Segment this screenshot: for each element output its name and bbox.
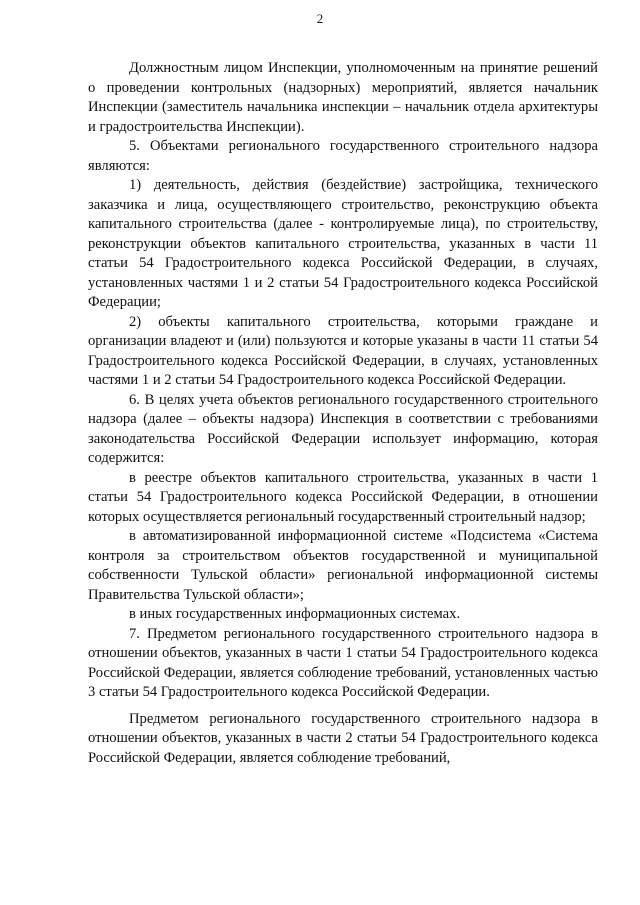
paragraph-registry: в реестре объектов капитального строительства, указанных в части 1 статьи 54 Градостроительного кодекса Российской Федерации, в отношении которых осуществляется региональный государственный строительный надзор; (88, 469, 598, 525)
page-number: 2 (316, 11, 324, 26)
paragraph-subject-part-2: Предметом регионального государственного строительного надзора в отношении объектов, указанных в части 2 статьи 54 Градостроительного кодекса Российской Федерации, является соблюдение требований, (88, 710, 598, 766)
paragraph-item-6: 6. В целях учета объектов регионального государственного строительного надзора (далее – объекты надзора) Инспекция в соответствии с требованиями законодательства Российской Федерации использует информацию, которая содержится: (88, 391, 598, 466)
paragraph-item-7: 7. Предметом регионального государственного строительного надзора в отношении объектов, указанных в части 1 статьи 54 Градостроительного кодекса Российской Федерации, является соблюдение требований, установленных частью 3 статьи 54 Градостроительного кодекса Российской Федерации. (88, 625, 598, 700)
paragraph-other-systems: в иных государственных информационных системах. (129, 606, 461, 622)
paragraph-automated-system: в автоматизированной информационной системе «Подсистема «Система контроля за строительством объектов государственной и муниципальной собственности Тульской области» региональной информационной системы Правительства Тульской области»; (88, 528, 598, 603)
paragraph-item-5-2: 2) объекты капитального строительства, которыми граждане и организации владеют и (или) пользуются и которые указаны в части 11 статьи 54 Градостроительного кодекса Российской Федерации, в случаях, установленных частями 1 и 2 статьи 54 Градостроительного кодекса Российской Федерации. (88, 313, 598, 388)
document-body (88, 59, 598, 768)
paragraph-item-5-1: 1) деятельность, действия (бездействие) застройщика, технического заказчика и лица, осуществляющего строительство, реконструкцию объекта капитального строительства (далее - контролируемые лица), по строительству, реконструкции объектов капитального строительства, указанных в части 11 статьи 54 Градостроительного кодекса Российской Федерации, в случаях, установленных частями 1 и 2 статьи 54 Градостроительного кодекса Российской Федерации; (88, 177, 598, 310)
paragraph-item-5: 5. Объектами регионального государственного строительного надзора являются: (88, 138, 598, 174)
paragraph-authorized-official: Должностным лицом Инспекции, уполномоченным на принятие решений о проведении контрольных (надзорных) мероприятий, является начальник Инспекции (заместитель начальника инспекции – начальник отдела архитектуры и градостроительства Инспекции). (88, 60, 598, 135)
